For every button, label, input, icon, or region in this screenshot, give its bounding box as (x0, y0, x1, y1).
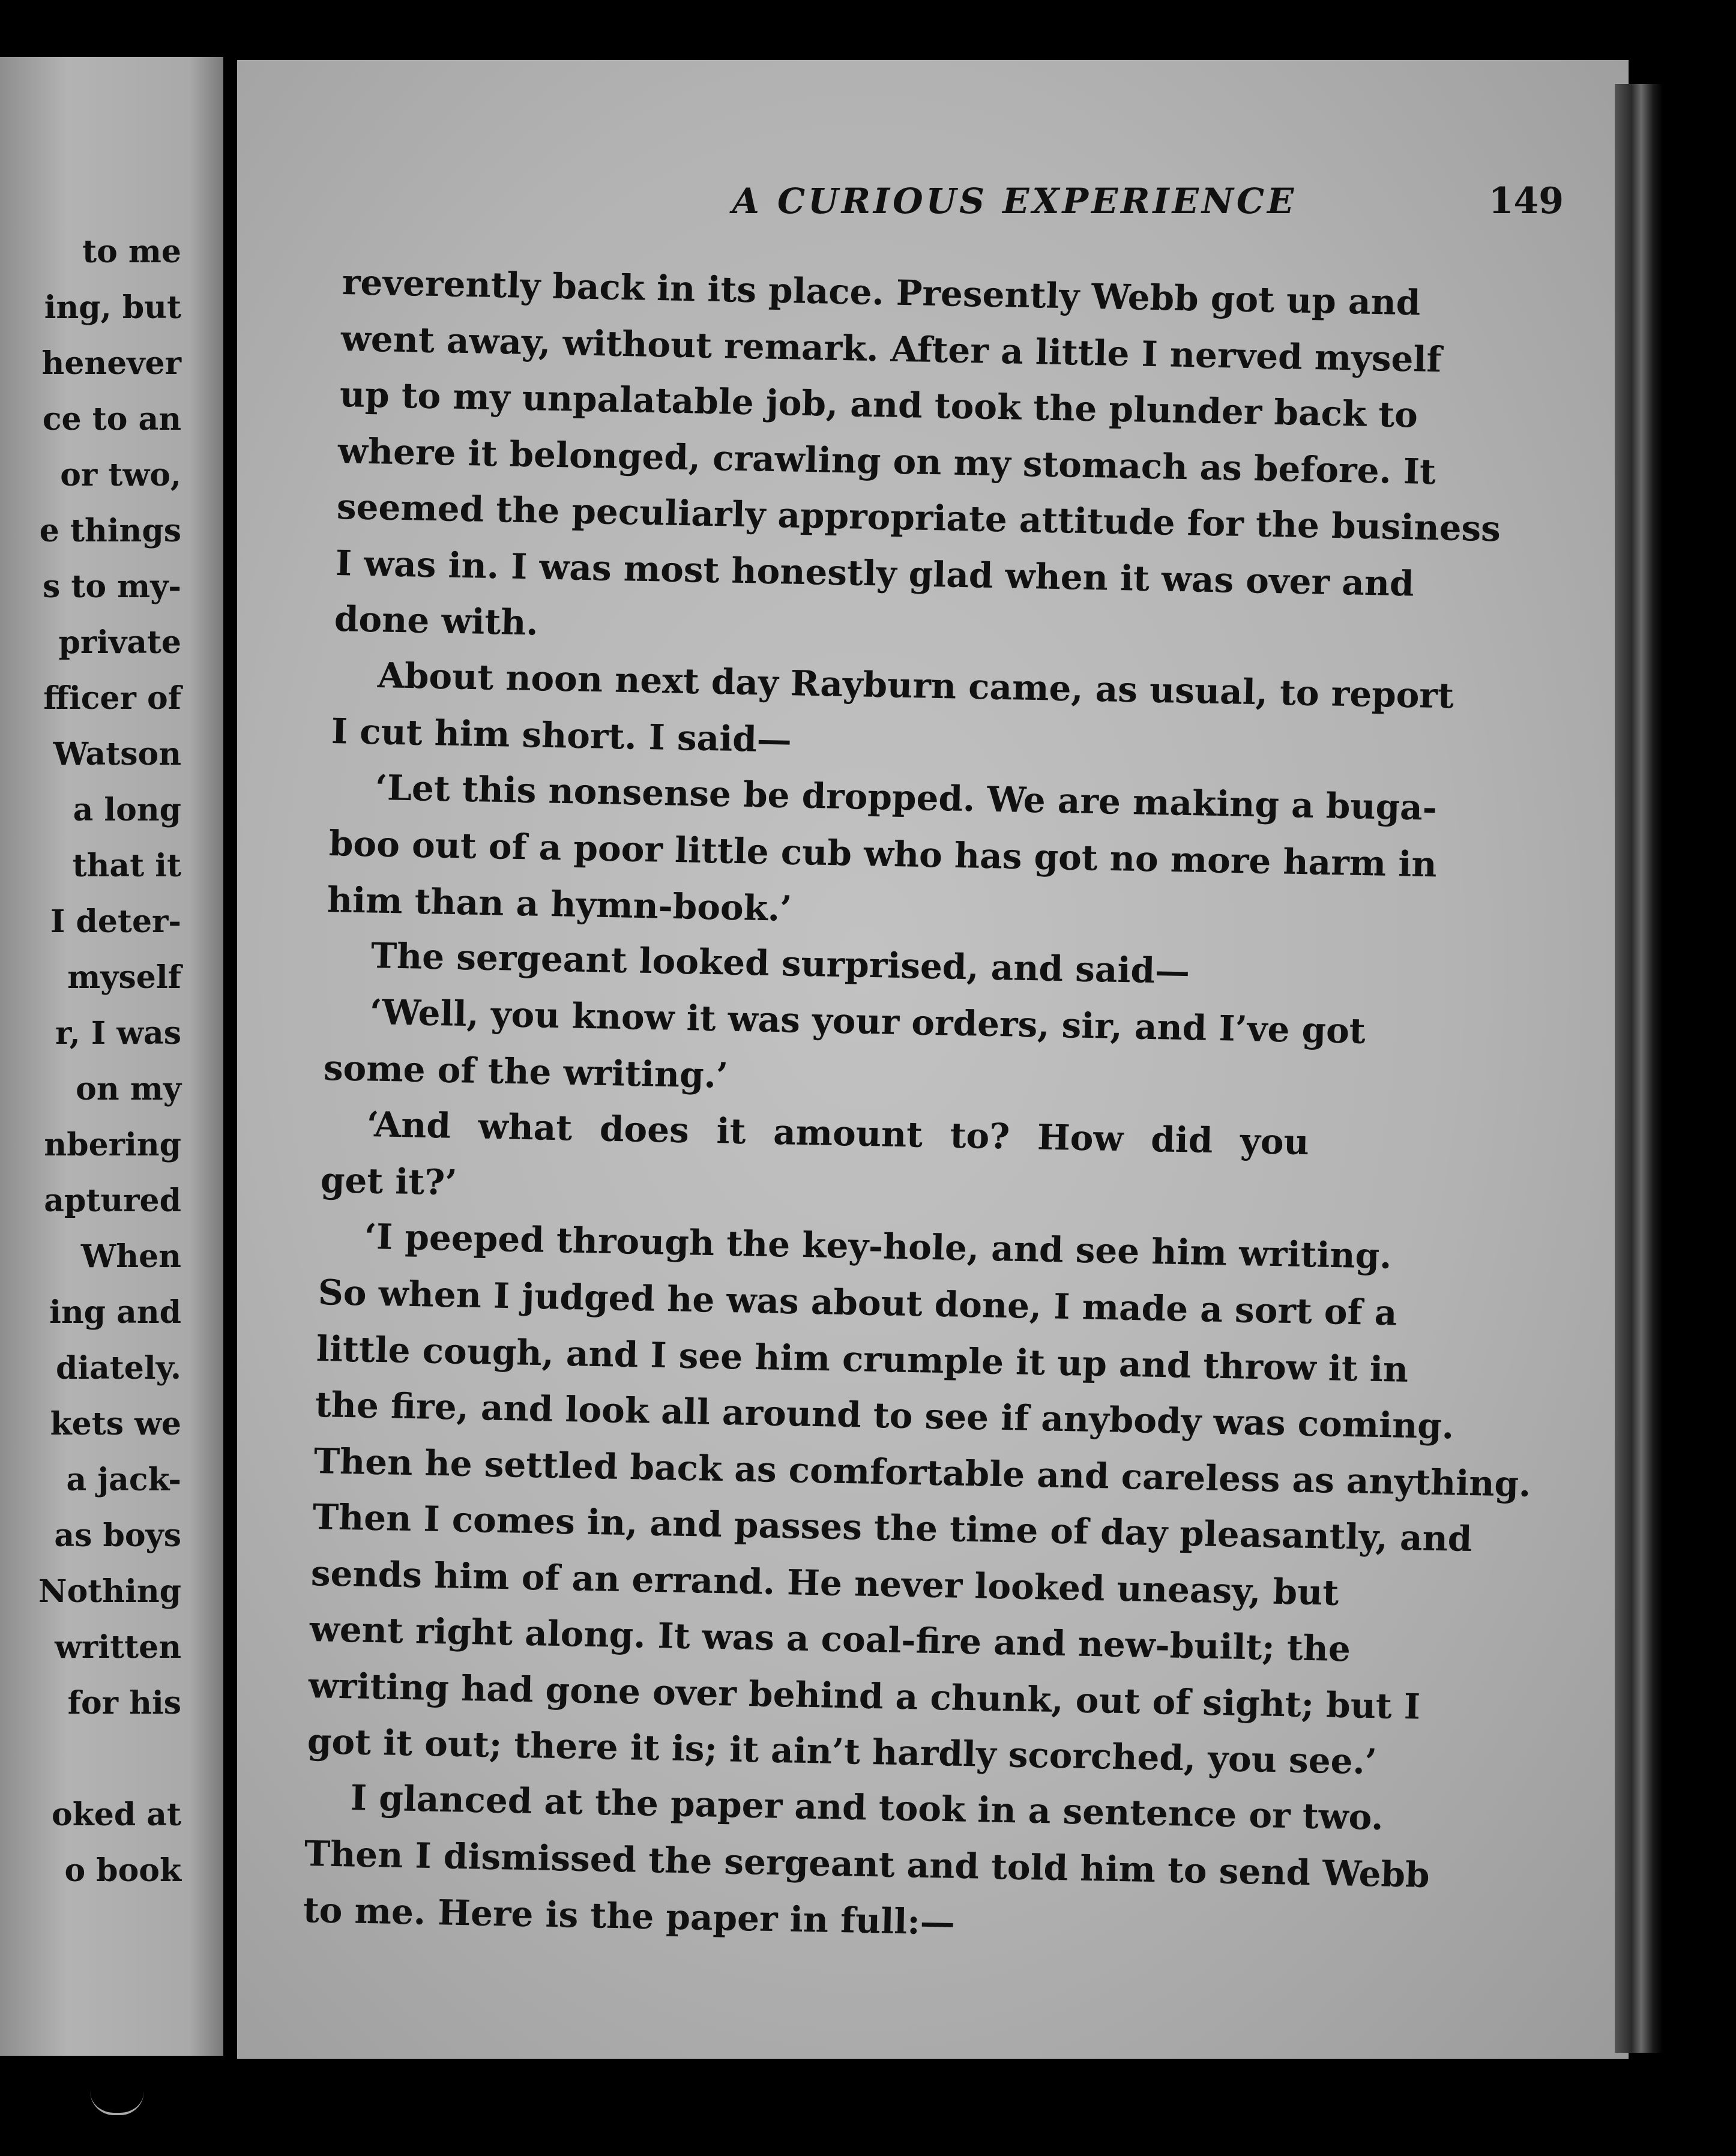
facing-page-left (0, 57, 223, 2056)
text-line: I glanced at the paper and took in a sentence or two. (350, 1777, 1384, 1838)
facing-page-fragment: that it (72, 848, 181, 884)
text-line: some of the writing.’ (322, 1047, 729, 1096)
text-line: I cut him short. I said— (331, 711, 792, 760)
page-edge (1615, 84, 1663, 2053)
text-line: sends him of an errand. He never looked uneasy, but (310, 1552, 1340, 1613)
text-line: up to my unpalatable job, and took the plunder back to (339, 374, 1418, 436)
facing-page-fragment: o book (64, 1852, 181, 1889)
facing-page-fragment: diately. (55, 1350, 181, 1387)
facing-page-fragment: When (80, 1238, 181, 1275)
text-line: So when I judged he was about done, I made a sort of a (317, 1272, 1397, 1334)
facing-page-fragment: oked at (52, 1796, 181, 1833)
text-line: writing had gone over behind a chunk, out of sight; but I (308, 1664, 1421, 1727)
text-line: went right along. It was a coal-fire and new-built; the (309, 1609, 1351, 1670)
text-line: little cough, and I see him crumple it up and throw it in (316, 1328, 1409, 1390)
text-line: About noon next day Rayburn came, as usual, to report (377, 654, 1454, 716)
text-line: went away, without remark. After a little I nerved myself (340, 318, 1442, 380)
facing-page-fragment: or two, (60, 457, 181, 493)
text-line: get it?’ (320, 1160, 458, 1203)
facing-page-fragment: ing, but (44, 289, 181, 326)
text-line: Then he settled back as comfortable and careless as anything. (313, 1440, 1531, 1505)
facing-page-fragment: ing and (49, 1294, 181, 1331)
text-line: to me. Here is the paper in full:— (303, 1889, 956, 1943)
text-line: him than a hymn-book.’ (327, 879, 793, 929)
running-head: A CURIOUS EXPERIENCE (732, 181, 1297, 221)
facing-page-fragment: henever (41, 345, 181, 382)
facing-page-fragment: for his (67, 1685, 181, 1721)
facing-page-fragment: on my (76, 1071, 181, 1107)
facing-page-fragment: a jack- (66, 1462, 181, 1498)
facing-page-fragment: Watson (53, 736, 181, 772)
scan-corner-mark (90, 2077, 144, 2115)
text-line: the fire, and look all around to see if anybody was coming. (315, 1384, 1454, 1447)
facing-page-fragment: nbering (44, 1127, 181, 1163)
text-line: done with. (333, 598, 538, 643)
text-line: Then I dismissed the sergeant and told him to send Webb (304, 1833, 1430, 1896)
facing-page-fragment: myself (67, 959, 181, 996)
text-line: boo out of a poor little cub who has got no more harm in (328, 823, 1437, 885)
facing-page-fragment: aptured (44, 1182, 181, 1219)
facing-page-fragment: kets we (50, 1406, 181, 1442)
facing-page-fragment: as boys (54, 1517, 181, 1554)
facing-page-fragment: I deter- (50, 903, 181, 940)
facing-page-fragment: fficer of (43, 680, 181, 717)
text-line: I was in. I was most honestly glad when it was over and (335, 542, 1415, 604)
text-line: Then I comes in, and passes the time of day pleasantly, and (312, 1496, 1472, 1560)
facing-page-fragment: Nothing (38, 1573, 181, 1610)
text-line: seemed the peculiarly appropriate attitude for the business (336, 486, 1501, 550)
text-line: ‘Well, you know it was your orders, sir, and I’ve got (369, 991, 1366, 1052)
facing-page-fragment: e things (39, 513, 181, 549)
text-line: got it out; there it is; it ain’t hardly scorched, you see.’ (307, 1721, 1378, 1783)
facing-page-fragment: ce to an (42, 401, 181, 438)
text-line: The sergeant looked surprised, and said— (370, 935, 1190, 992)
text-line: where it belonged, crawling on my stomach as before. It (337, 430, 1436, 492)
facing-page-fragment: s to my- (42, 568, 181, 605)
facing-page-fragment: r, I was (55, 1015, 181, 1052)
text-line: ‘I peeped through the key-hole, and see him writing. (364, 1215, 1392, 1277)
facing-page-fragment: private (58, 624, 181, 661)
facing-page-fragment: to me (82, 233, 181, 270)
text-line: ‘And what does it amount to? How did you (366, 1103, 1310, 1163)
text-line: reverently back in its place. Presently Webb got up and (342, 262, 1421, 324)
text-line: ‘Let this nonsense be dropped. We are making a buga- (375, 766, 1438, 828)
book-gutter (223, 0, 235, 2156)
facing-page-fragment: a long (73, 792, 181, 828)
book-page-149 (237, 60, 1629, 2059)
page-number: 149 (1488, 180, 1564, 222)
facing-page-fragment: written (55, 1629, 181, 1666)
